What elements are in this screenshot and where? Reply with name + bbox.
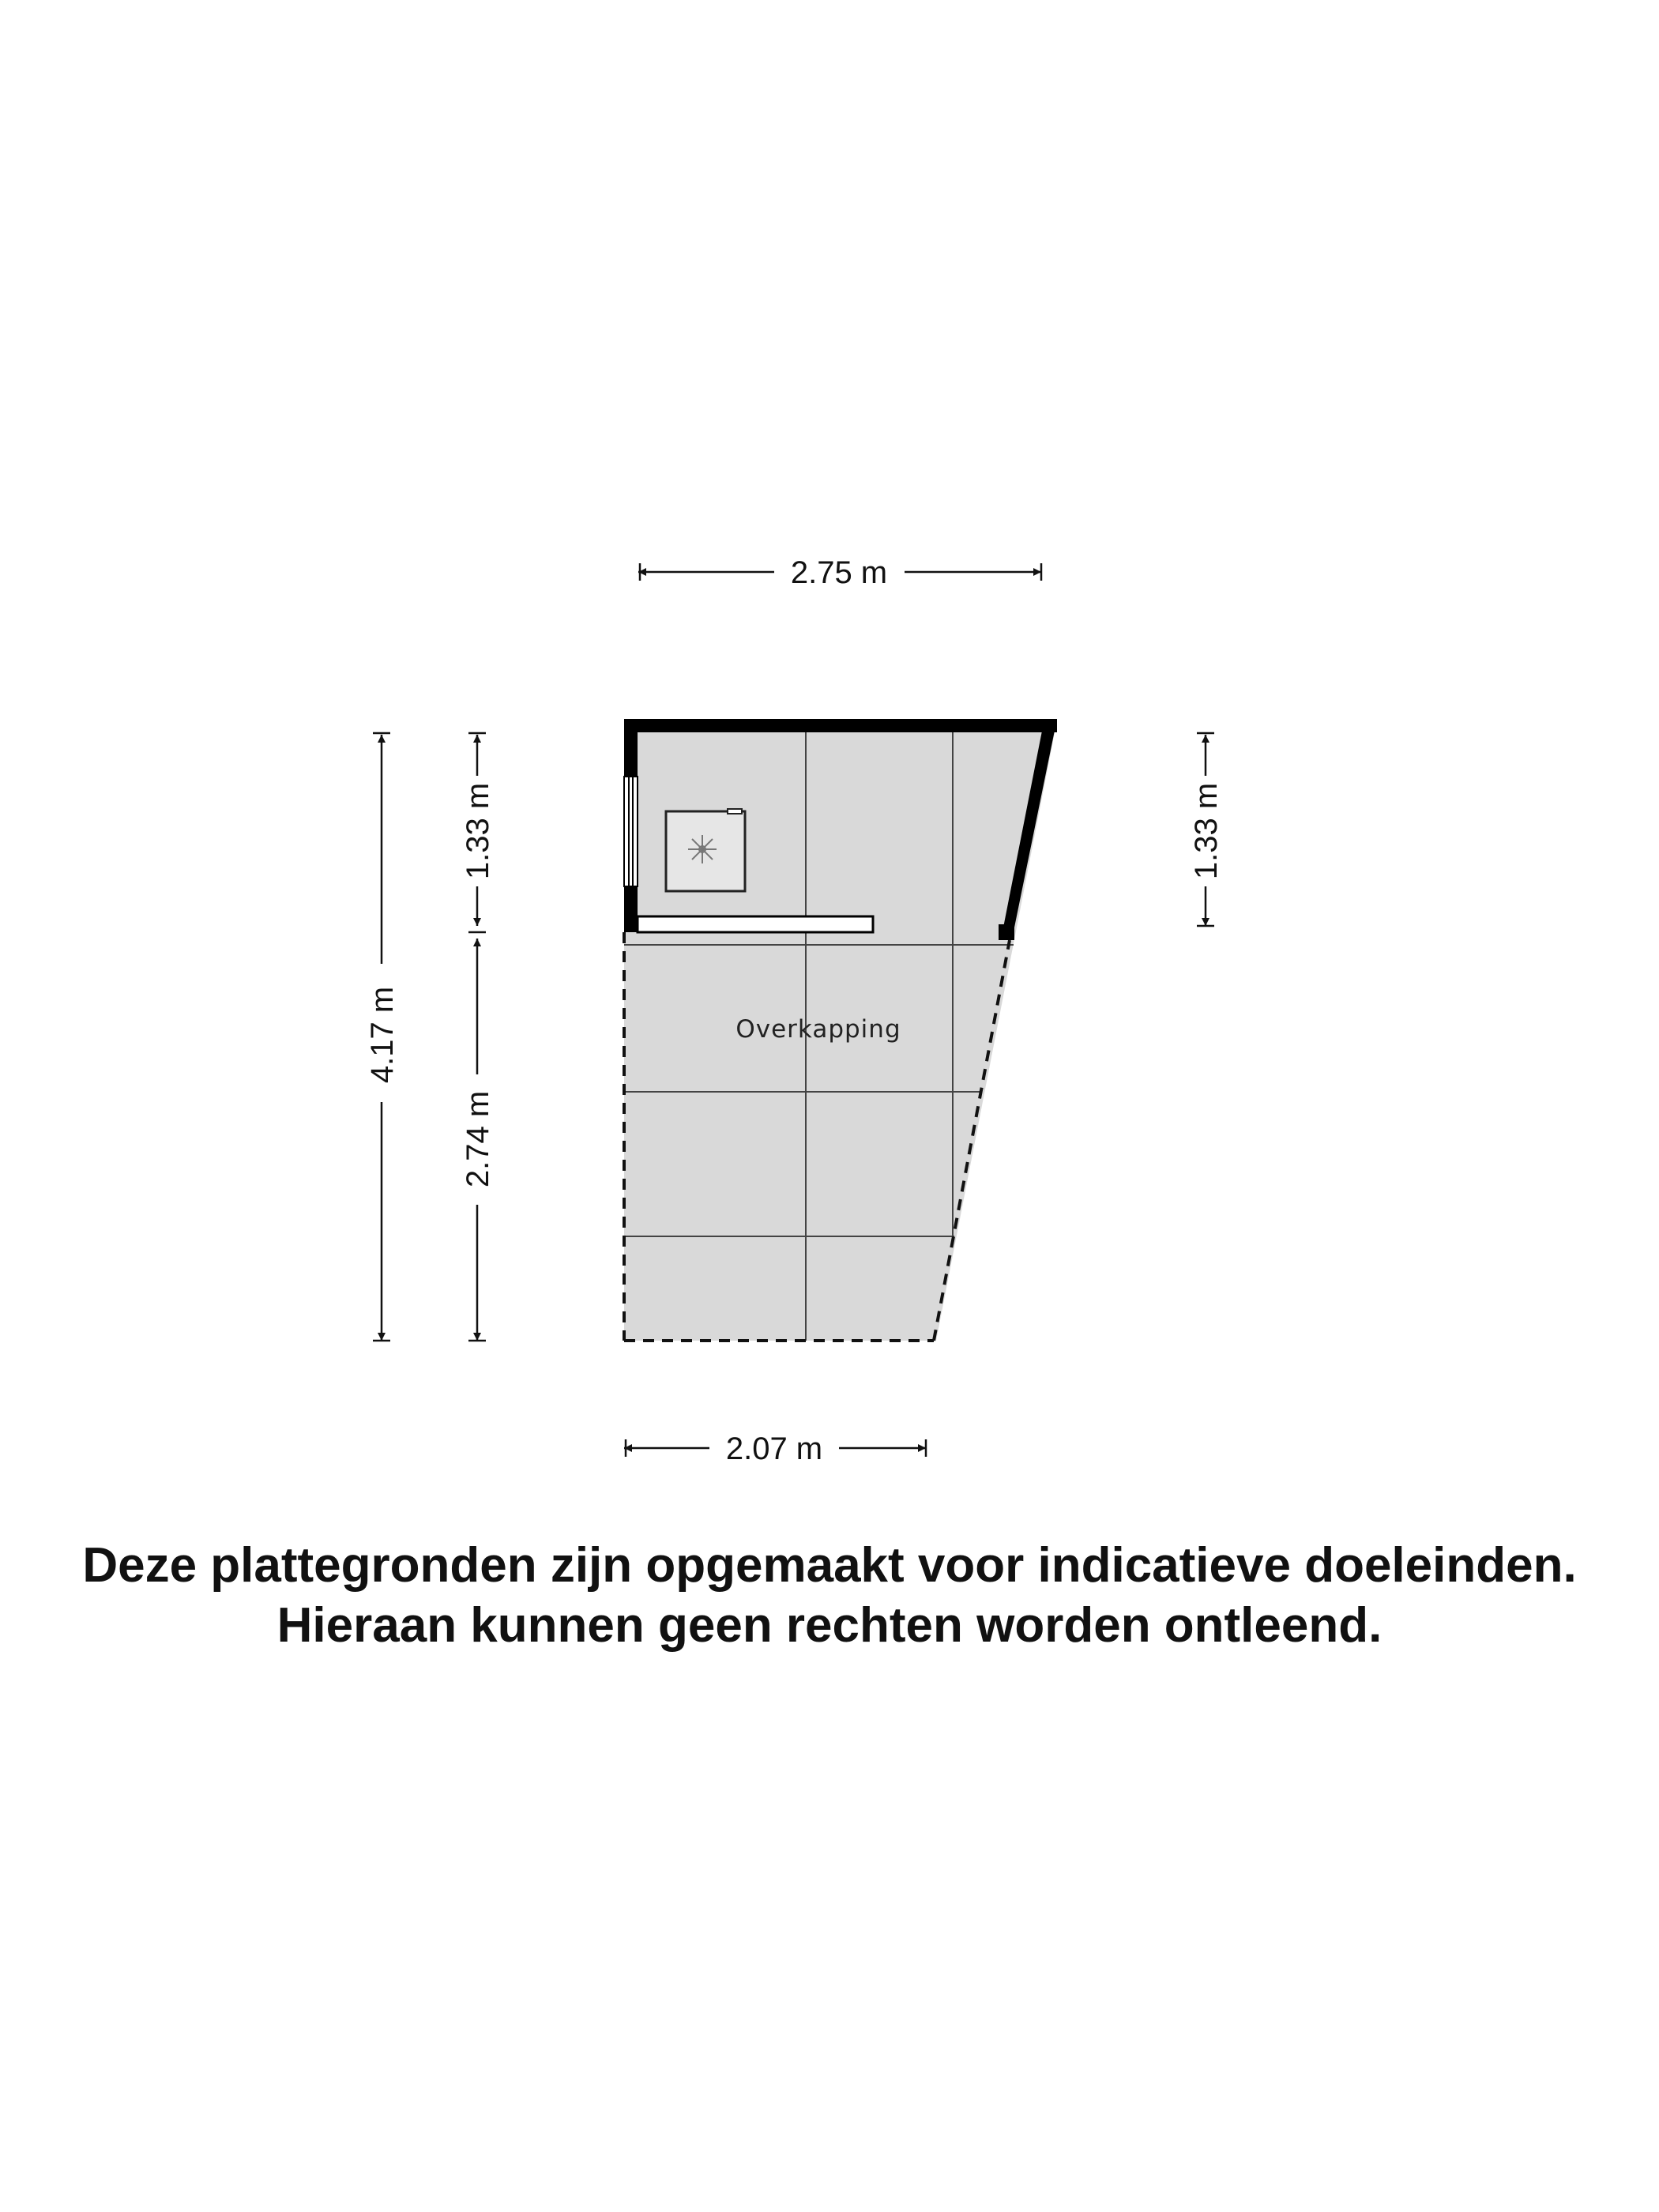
dimension-left-total xyxy=(365,733,400,1341)
dimension-top xyxy=(638,555,1041,590)
disclaimer-line-1: Deze plattegronden zijn opgemaakt voor indicatieve doeleinden. xyxy=(82,1538,1577,1593)
disclaimer-line-2: Hieraan kunnen geen rechten worden ontleend. xyxy=(276,1598,1382,1653)
dimension-left-upper-label: 1.33 m xyxy=(461,782,495,880)
fixture xyxy=(666,809,745,891)
dimension-top-label: 2.75 m xyxy=(790,555,888,590)
dimension-left-lower-label: 2.74 m xyxy=(461,1090,495,1188)
dimension-right-upper-label: 1.33 m xyxy=(1189,782,1224,880)
wall-top xyxy=(624,719,1057,732)
partition-wall xyxy=(638,916,873,932)
dimension-left-lower xyxy=(461,939,495,1341)
window xyxy=(624,777,638,886)
dimension-left-total-label: 4.17 m xyxy=(365,986,400,1084)
room-label: Overkapping xyxy=(735,1015,901,1044)
wall-end xyxy=(999,924,1014,940)
dimension-bottom xyxy=(624,1431,926,1466)
dimension-right-upper xyxy=(1189,733,1224,926)
dimension-left-upper xyxy=(461,733,495,932)
dimension-bottom-label: 2.07 m xyxy=(725,1431,823,1466)
fan-icon xyxy=(688,835,717,863)
